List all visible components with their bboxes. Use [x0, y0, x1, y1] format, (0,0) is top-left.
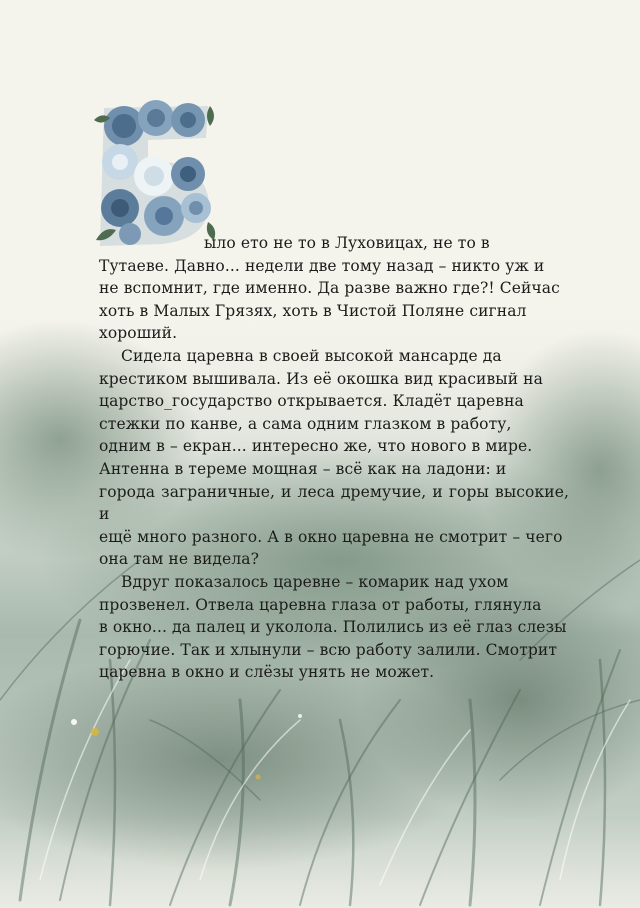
- text-line: Антенна в тереме мощная – всё как на ладони: и: [99, 459, 507, 478]
- text-line: царство_государство открывается. Кладёт царевна: [99, 392, 524, 411]
- text-line: в окно... да палец и уколола. Полились из её глаз слезы: [99, 618, 567, 637]
- text-line: прозвенел. Отвела царевна глаза от работы, глянула: [99, 595, 542, 614]
- text-line: царевна в окно и слёзы унять не может.: [99, 663, 435, 682]
- text-line: Сидела царевна в своей высокой мансарде да: [121, 346, 502, 365]
- text-line: Вдруг показалось царевне – комарик над ухом: [121, 572, 509, 591]
- text-line: одним в – екран... интересно же, что нового в мире.: [99, 437, 533, 456]
- paragraph-3: [99, 571, 569, 684]
- paragraph-1: [99, 232, 569, 345]
- text-line: она там не видела?: [99, 550, 260, 569]
- story-text: [99, 232, 569, 684]
- text-line: ыло ето не то в Луховицах, не то в: [204, 234, 490, 252]
- text-line: стежки по канве, а сама одним глазком в работу,: [99, 414, 512, 433]
- text-line: ещё много разного. А в окно царевна не смотрит – чего: [99, 527, 563, 546]
- drop-cap-floral-letter: [90, 100, 220, 250]
- text-line: крестиком вышивала. Из её окошка вид красивый на: [99, 369, 543, 388]
- text-line: горючие. Так и хлынули – всю работу залили. Смотрит: [99, 640, 558, 659]
- text-line: не вспомнит, где именно. Да разве важно где?! Сейчас: [99, 279, 560, 298]
- text-line: хоть в Малых Грязях, хоть в Чистой Поляне сигнал: [99, 301, 527, 320]
- text-line: города заграничные, и леса дремучие, и горы высокие, и: [99, 482, 569, 524]
- text-line: хороший.: [99, 324, 178, 343]
- paragraph-2: [99, 345, 569, 571]
- text-line: Тутаеве. Давно... недели две тому назад – никто уж и: [99, 256, 545, 275]
